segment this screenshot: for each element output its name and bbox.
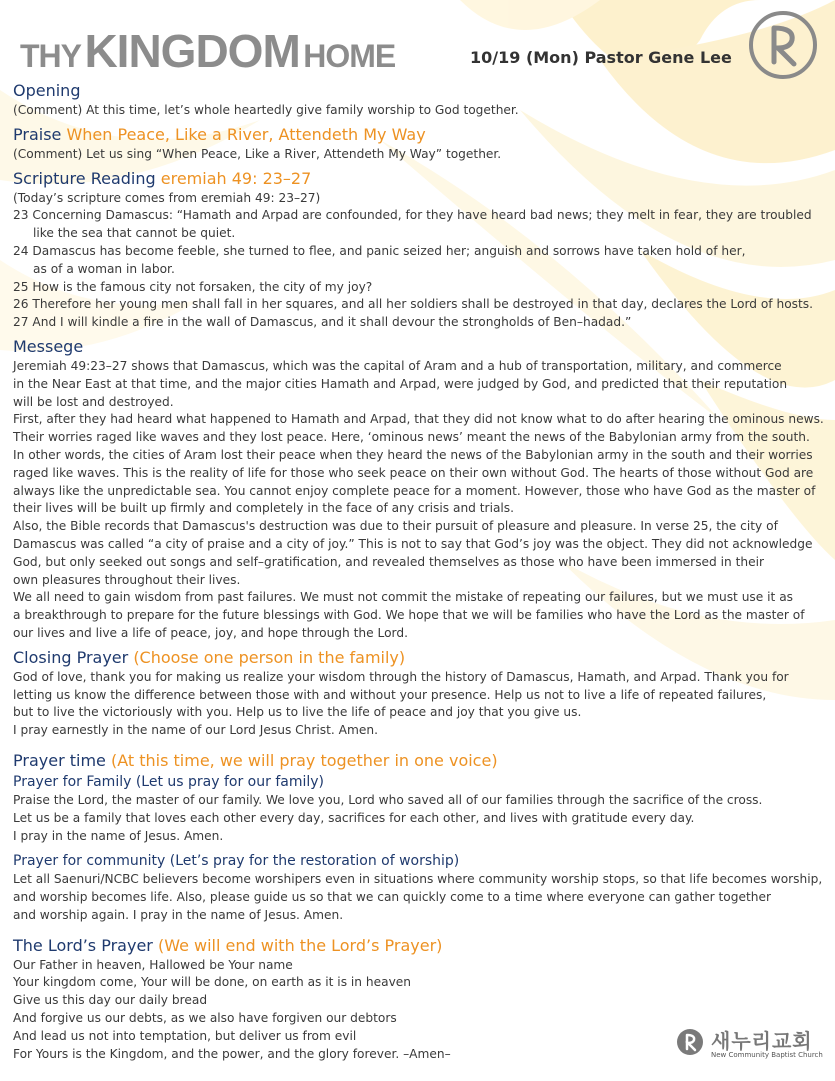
church-emblem-icon	[744, 6, 822, 84]
family-prayer-heading: Prayer for Family (Let us pray for our family)	[13, 773, 324, 790]
scripture-line: 26 Therefore her young men shall fall in her squares, and all her soldiers shall be destroyed in that day, declares the Lord of hosts.	[13, 297, 814, 312]
message-line: First, after they had heard what happened to Hamath and Arpad, that they did not know what to do after hearing the ominous news.	[13, 412, 824, 427]
prayer-time-label: Prayer time	[13, 750, 106, 770]
scripture-line: 25 How is the famous city not forsaken, the city of my joy?	[13, 279, 373, 294]
message-line: their lives will be built up firmly and completely in the face of any crisis and trials.	[13, 501, 515, 516]
opening-heading: Opening	[13, 81, 81, 100]
closing-line: letting us know the difference between those with and without your presence. Help us not to live a life of repeated failures,	[13, 687, 767, 702]
church-logo	[675, 1025, 825, 1065]
praise-comment: (Comment) Let us sing “When Peace, Like a River, Attendeth My Way” together.	[13, 146, 502, 161]
family-prayer-line: Let us be a family that loves each other every day, sacrifices for each other, and lives with gratitude every day.	[13, 810, 695, 825]
message-line: We all need to gain wisdom from past failures. We must not commit the mistake of repeating our failures, but we must use it as	[13, 590, 794, 605]
closing-note: (Choose one person in the family)	[133, 647, 406, 667]
lords-prayer-line: Our Father in heaven, Hallowed be Your name	[13, 957, 293, 972]
message-line: always like the unpredictable sea. You cannot enjoy complete peace for a moment. However, those who have God as the master of	[13, 483, 816, 498]
closing-line: but to live the victoriously with you. Help us to live the life of peace and joy that you give us.	[13, 705, 582, 720]
family-prayer-line: Praise the Lord, the master of our family. We love you, Lord who saved all of our families through the sacrifice of the cross.	[13, 792, 763, 807]
community-prayer-heading: Prayer for community (Let’s pray for the restoration of worship)	[13, 853, 460, 870]
closing-line: I pray earnestly in the name of our Lord Jesus Christ. Amen.	[13, 723, 378, 738]
praise-song: When Peace, Like a River, Attendeth My Way	[66, 124, 426, 144]
lords-prayer-line: And lead us not into temptation, but deliver us from evil	[13, 1028, 357, 1043]
message-line: Their worries raged like waves and they lost peace. Here, ‘ominous news’ meant the news of the Babylonian army from the south.	[13, 430, 810, 445]
page-title	[20, 24, 395, 78]
closing-line: God of love, thank you for making us realize your wisdom through the history of Damascus, Hamath, and Arpad. Thank you for	[13, 669, 789, 684]
family-prayer-line: I pray in the name of Jesus. Amen.	[13, 828, 224, 843]
title-kingdom: KINGDOM	[84, 25, 300, 77]
date-pastor: 10/19 (Mon) Pastor Gene Lee	[470, 48, 732, 67]
church-name-korean: 새누리교회	[711, 1029, 813, 1053]
message-heading: Messege	[13, 336, 84, 356]
lords-prayer-line: For Yours is the Kingdom, and the power, and the glory forever. –Amen–	[13, 1046, 451, 1061]
message-line: In other words, the cities of Aram lost their peace when they heard the news of the Babylonian army in the south and their worries	[13, 447, 813, 462]
praise-label: Praise	[13, 124, 62, 144]
message-line: own pleasures throughout their lives.	[13, 572, 241, 587]
lords-prayer-line: And forgive us our debts, as we also have forgiven our debtors	[13, 1011, 397, 1026]
church-logo-icon	[675, 1027, 705, 1057]
scripture-line: 27 And I will kindle a fire in the wall of Damascus, and it shall devour the strongholds of Ben–hadad.”	[13, 315, 632, 330]
church-name-english: New Community Baptist Church	[711, 1051, 823, 1059]
scripture-intro: (Today’s scripture comes from eremiah 49: 23–27)	[13, 190, 321, 205]
scripture-reference: eremiah 49: 23–27	[160, 168, 312, 188]
prayer-time-heading	[13, 750, 831, 772]
community-prayer-line: and worship again. I pray in the name of Jesus. Amen.	[13, 907, 344, 922]
title-thy: THY	[20, 38, 81, 74]
scripture-line: like the sea that cannot be quiet.	[33, 226, 236, 241]
praise-heading	[13, 124, 831, 146]
lords-prayer-label: The Lord’s Prayer	[13, 935, 153, 955]
lords-prayer-heading	[13, 935, 831, 957]
message-line: raged like waves. This is the reality of life for those who seek peace on their own without God. The hearts of those without God are	[13, 465, 814, 480]
community-prayer-line: Let all Saenuri/NCBC believers become worshipers even in situations where community worship stops, so that life becomes worship,	[13, 872, 823, 887]
scripture-line: 23 Concerning Damascus: “Hamath and Arpad are confounded, for they have heard bad news; they melt in fear, they are troubled	[13, 208, 812, 223]
worship-guide	[13, 80, 831, 1063]
title-home: HOME	[303, 38, 396, 74]
closing-label: Closing Prayer	[13, 647, 129, 667]
lords-prayer-line: Give us this day our daily bread	[13, 993, 208, 1008]
lords-prayer-note: (We will end with the Lord’s Prayer)	[157, 935, 443, 955]
message-line: in the Near East at that time, and the major cities Hamath and Arpad, were judged by God, and predicted that their reputation	[13, 376, 788, 391]
scripture-line: 24 Damascus has become feeble, she turned to flee, and panic seized her; anguish and sorrows have taken hold of her,	[13, 243, 746, 258]
prayer-time-note: (At this time, we will pray together in one voice)	[110, 750, 498, 770]
message-line: Also, the Bible records that Damascus's destruction was due to their pursuit of pleasure and pleasure. In verse 25, the city of	[13, 519, 778, 534]
message-line: a breakthrough to prepare for the future blessings with God. We hope that we will be families who have the Lord as the master of	[13, 608, 805, 623]
message-line: Jeremiah 49:23–27 shows that Damascus, which was the capital of Aram and a hub of transportation, military, and commerce	[13, 358, 782, 373]
message-line: Damascus was called “a city of praise and a city of joy.” This is not to say that God’s joy was the object. They did not acknowledge	[13, 536, 813, 551]
scripture-heading	[13, 168, 831, 190]
opening-comment: (Comment) At this time, let’s whole heartedly give family worship to God together.	[13, 103, 519, 117]
closing-heading	[13, 647, 831, 669]
community-prayer-line: and worship becomes life. Also, please guide us so that we can quickly come to a time where everyone can gather together	[13, 890, 771, 905]
lords-prayer-line: Your kingdom come, Your will be done, on earth as it is in heaven	[13, 975, 412, 990]
message-line: God, but only seeked out songs and self–gratification, and revealed themselves as those who have been immersed in their	[13, 554, 765, 569]
message-line: our lives and live a life of peace, joy, and hope through the Lord.	[13, 625, 408, 640]
scripture-label: Scripture Reading	[13, 168, 156, 188]
scripture-line: as of a woman in labor.	[33, 261, 175, 276]
message-line: will be lost and destroyed.	[13, 394, 174, 409]
